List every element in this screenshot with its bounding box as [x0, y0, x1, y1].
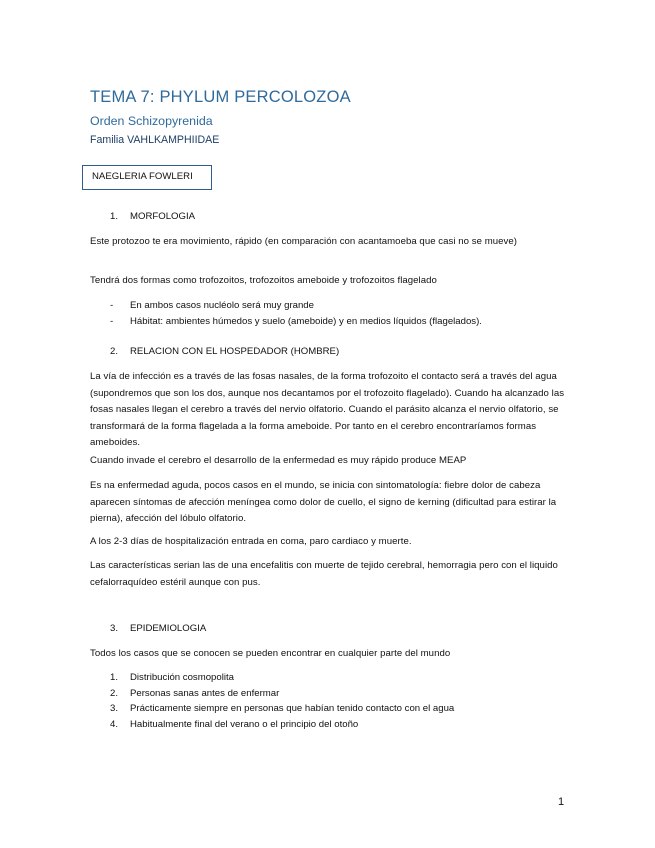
list-item [110, 670, 234, 685]
epidemiologia-paragraph-1: Todos los casos que se conocen se pueden encontrar en cualquier parte del mundo [90, 648, 451, 659]
section-number: 1. [110, 211, 119, 222]
item-number: 3. [110, 703, 119, 714]
section-title: MORFOLOGIA [130, 211, 196, 222]
list-item [110, 314, 482, 329]
list-item [110, 701, 454, 716]
section-heading-relacion [110, 346, 339, 357]
list-item [110, 298, 314, 313]
relacion-paragraph-2: Cuando invade el cerebro el desarrollo de la enfermedad es muy rápido produce MEAP [90, 455, 467, 466]
section-heading-epidemiologia [110, 623, 206, 634]
item-text: Personas sanas antes de enfermar [130, 688, 280, 699]
orden-heading: Orden Schizopyrenida [90, 114, 213, 128]
list-item [110, 717, 358, 732]
section-number: 3. [110, 623, 119, 634]
bullet-text: En ambos casos nucléolo será muy grande [130, 300, 314, 311]
item-number: 1. [110, 672, 119, 683]
section-title: EPIDEMIOLOGIA [130, 623, 207, 634]
familia-heading: Familia VAHLKAMPHIIDAE [90, 134, 220, 146]
morfologia-paragraph-1: Este protozoo te era movimiento, rápido (en comparación con acantamoeba que casi no se mueve) [90, 236, 518, 247]
page-number: 1 [558, 796, 565, 808]
item-text: Distribución cosmopolita [130, 672, 234, 683]
list-item [110, 686, 279, 701]
relacion-paragraph-4: A los 2-3 días de hospitalización entrada en coma, paro cardiaco y muerte. [90, 536, 412, 547]
item-text: Prácticamente siempre en personas que habían tenido contacto con el agua [130, 703, 455, 714]
section-title: RELACION CON EL HOSPEDADOR (HOMBRE) [130, 346, 340, 357]
relacion-paragraph-1: La vía de infección es a través de las fosas nasales, de la forma trofozoito el contacto será a través del agua (supondremos que son los dos, aunque nos decantamos por el trofozoito flagelado). Cuando ha alcanzado las fosas nasales llegan el cerebro a través del nervio olfatorio. Cuando el parásito alcanza el nervio olfatorio, se transformará de la forma flagelada a la forma ameboide. Por tanto en el cerebro encontraríamos formas ameboides. [90, 371, 565, 448]
bullet-marker: - [110, 300, 114, 311]
document-title: TEMA 7: PHYLUM PERCOLOZOA [90, 88, 351, 106]
morfologia-paragraph-2: Tendrá dos formas como trofozoitos, trofozoitos ameboide y trofozoitos flagelado [90, 275, 437, 286]
section-number: 2. [110, 346, 119, 357]
bullet-marker: - [110, 316, 114, 327]
item-number: 4. [110, 719, 119, 730]
relacion-paragraph-5: Las características serian las de una encefalitis con muerte de tejido cerebral, hemorragia pero con el liquido cefalorraquídeo estéril aunque con pus. [90, 560, 558, 588]
species-box: NAEGLERIA FOWLERI [82, 165, 212, 190]
item-number: 2. [110, 688, 119, 699]
item-text: Habitualmente final del verano o el principio del otoño [130, 719, 359, 730]
bullet-text: Hábitat: ambientes húmedos y suelo (ameboide) y en medios líquidos (flagelados). [130, 316, 482, 327]
section-heading-morfologia [110, 211, 195, 222]
relacion-paragraph-3: Es na enfermedad aguda, pocos casos en el mundo, se inicia con sintomatología: fiebre dolor de cabeza aparecen síntomas de afección meníngea como dolor de cuello, el signo de kerning (dificultad para estirar la pierna), afección del lóbulo olfatorio. [90, 480, 557, 524]
